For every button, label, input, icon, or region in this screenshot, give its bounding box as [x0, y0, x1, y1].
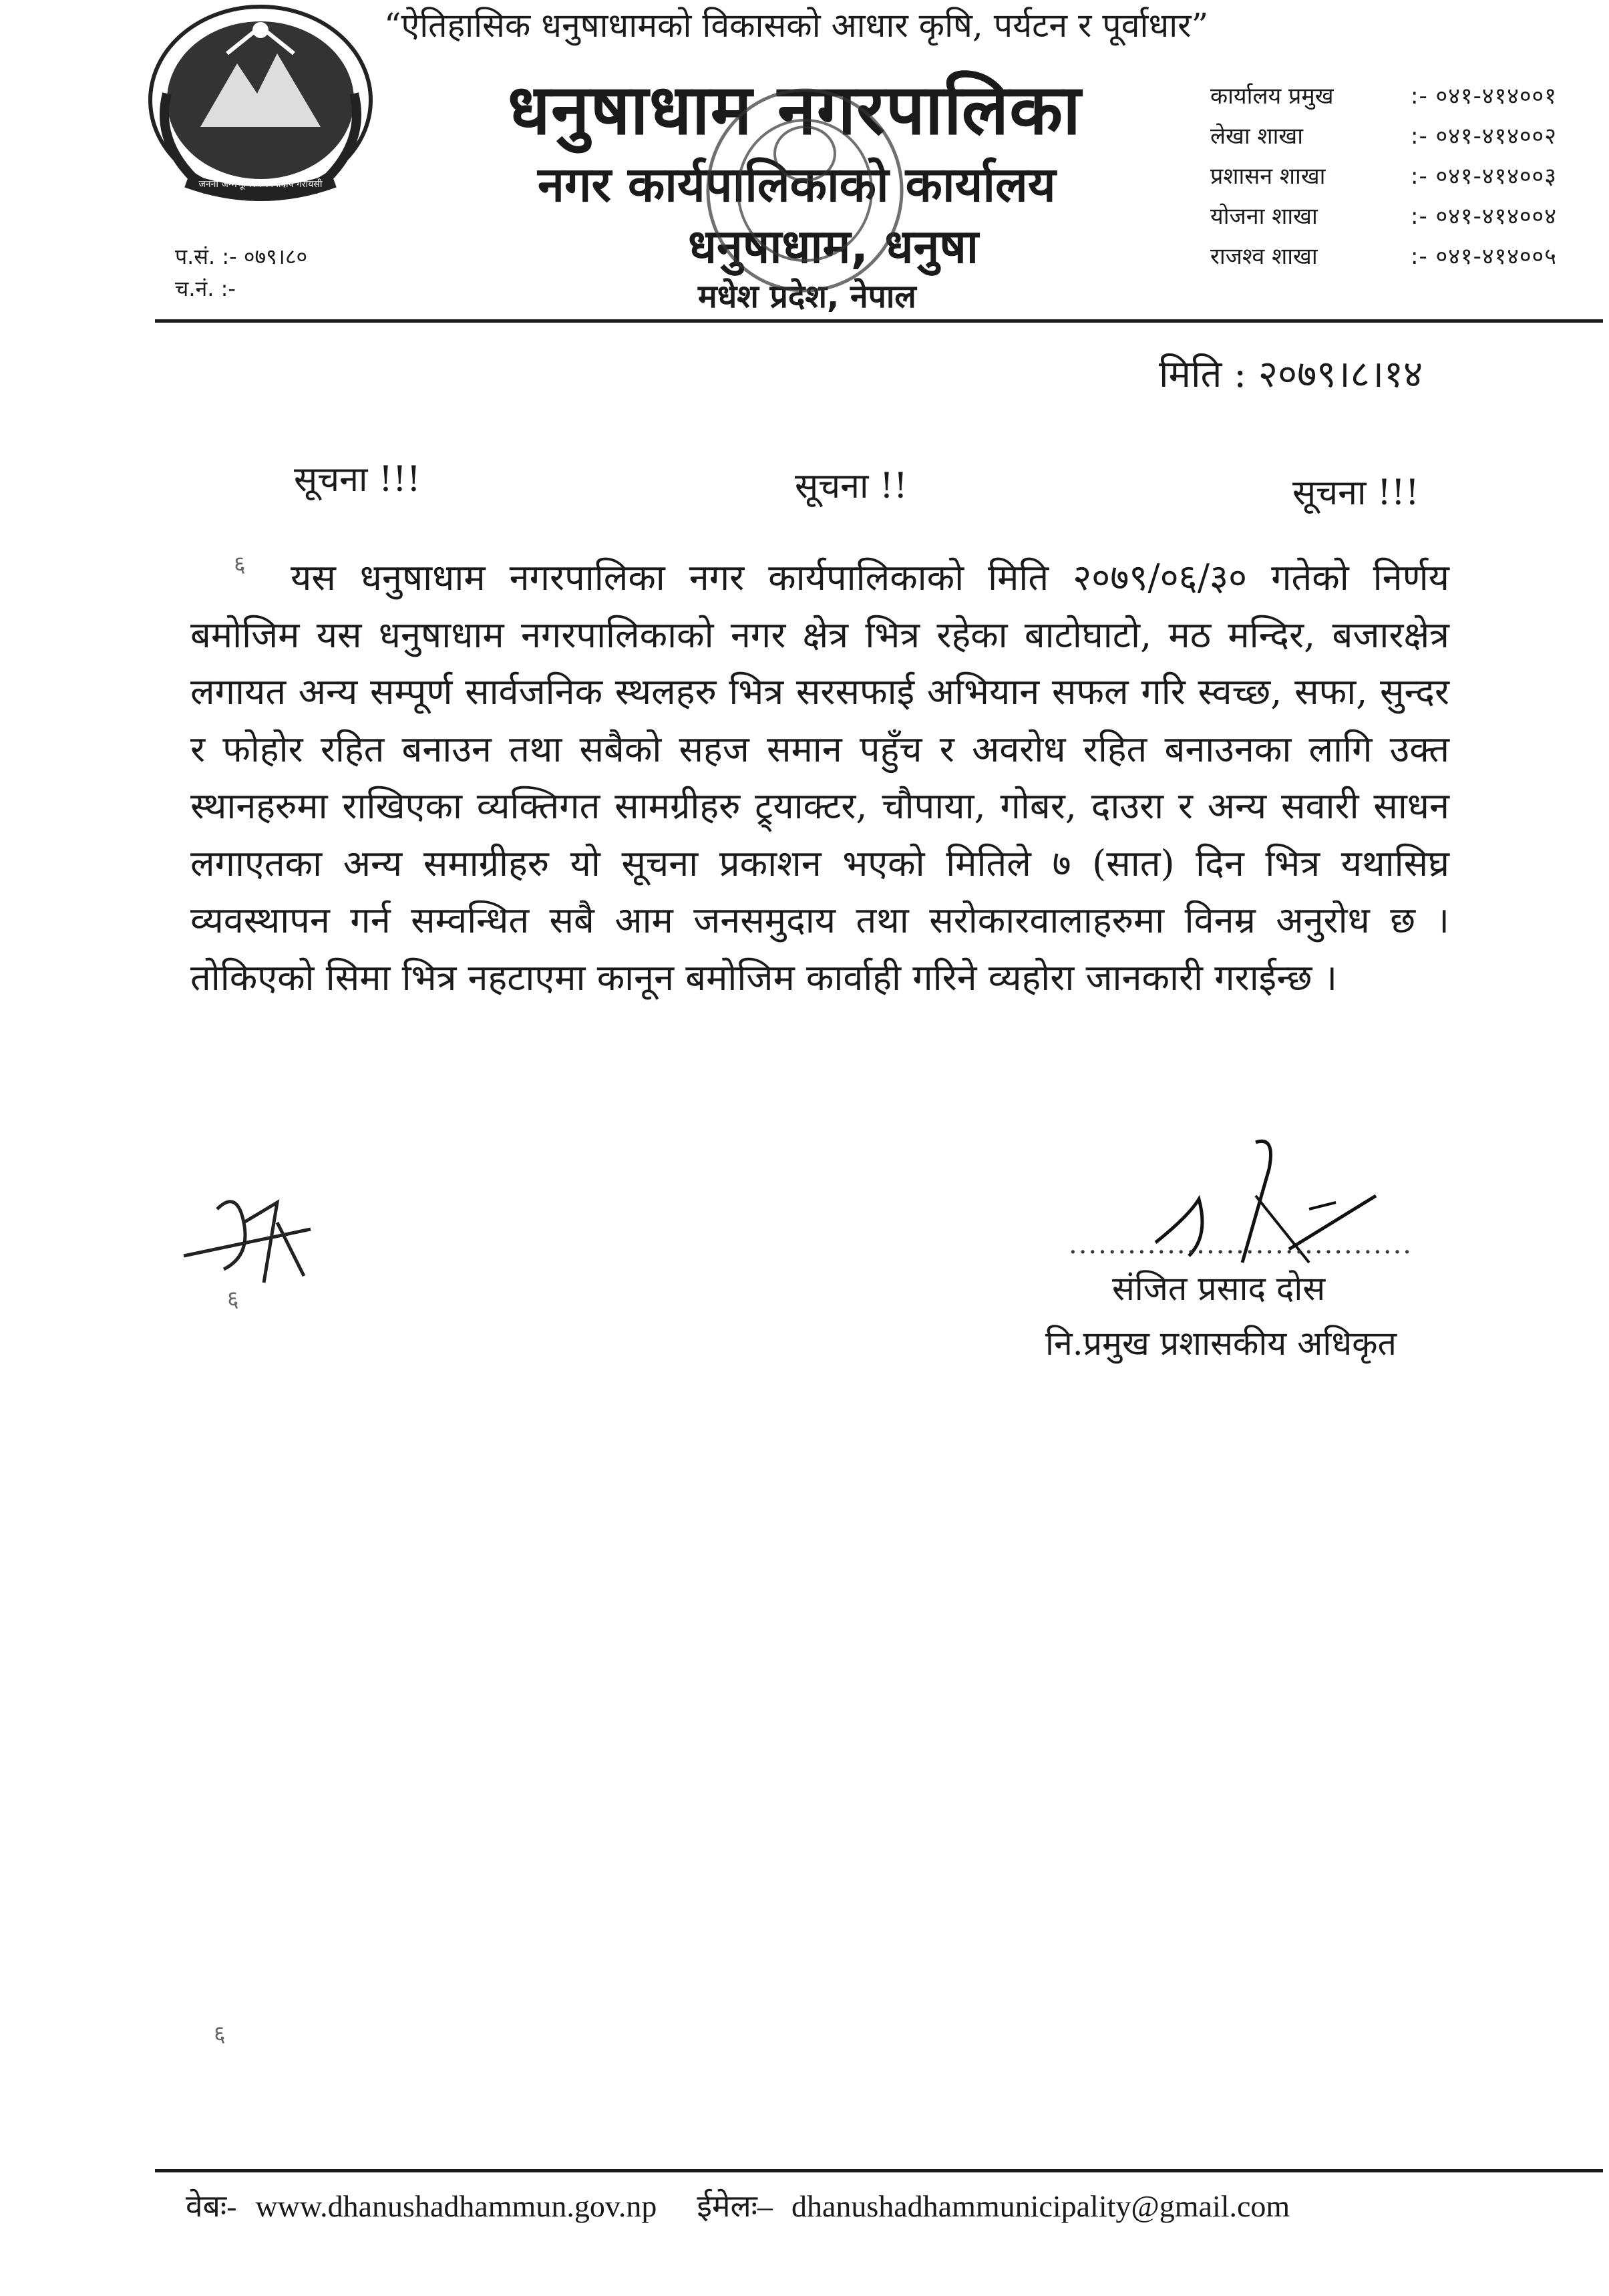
scan-mark: ६ [234, 551, 246, 578]
nepal-emblem-icon [127, 0, 394, 214]
footer-divider [155, 2169, 1603, 2172]
contact-name: राजश्व शाखा [1210, 243, 1318, 270]
office-name: नगर कार्यपालिकाको कार्यालय [538, 156, 1056, 212]
contact-name: योजना शाखा [1210, 203, 1318, 230]
contact-number: :- ०४१-४१४००१ [1411, 83, 1557, 110]
contact-row [1210, 195, 1598, 235]
contact-number: :- ०४१-४१४००४ [1411, 203, 1557, 230]
contact-row [1210, 115, 1598, 155]
footer [186, 2184, 1308, 2226]
office-province: मधेश प्रदेश, नेपाल [698, 278, 916, 315]
emblem-caption: जननी जन्मभूमिश्च स्वर्गादपि गरीयसी [198, 179, 323, 190]
office-district: धनुषाधाम, धनुषा [688, 219, 978, 274]
notice-label: सूचना !!! [294, 460, 421, 500]
signature-line: ................................... [1069, 1229, 1413, 1260]
notice-body: यस धनुषाधाम नगरपालिका नगर कार्यपालिकाको मिति २०७९/०६/३० गतेको निर्णय बमोजिम यस धनुषाधाम नगरपालिकाको नगर क्षेत्र भित्र रहेका बाटोघाटो, मठ मन्दिर, बजारक्षेत्र लगायत अन्य सम्पूर्ण सार्वजनिक स्थलहरु भित्र सरसफाई अभियान सफल गरि स्वच्छ, सफा, सुन्दर र फोहोर रहित बनाउन तथा सबैको सहज समान पहुँच र अवरोध रहित बनाउनका लागि उक्त स्थानहरुमा राखिएका व्यक्तिगत सामग्रीहरु ट्र्याक्टर, चौपाया, गोबर, दाउरा र अन्य सवारी साधन लगाएतका अन्य समाग्रीहरु यो सूचना प्रकाशन भएको मितिले ७ (सात) दिन भित्र यथासिघ्र व्यवस्थापन गर्न सम्वन्धित सबै आम जनसमुदाय तथा सरोकारवालाहरुमा विनम्र अनुरोध छ । तोकिएको सिमा भित्र नहटाएमा कानून बमोजिम कार्वाही गरिने व्यहोरा जानकारी गराईन्छ । [190, 556, 1449, 999]
contact-number: :- ०४१-४१४००३ [1411, 163, 1557, 190]
scan-mark: ६ [227, 1286, 239, 1313]
website-link[interactable]: www.dhanushadhammun.gov.np [255, 2189, 657, 2223]
reference-number: प.सं. :- ०७९।८० [175, 244, 308, 269]
contact-number: :- ०४१-४१४००५ [1411, 243, 1557, 270]
contact-row [1210, 155, 1598, 195]
contact-name: लेखा शाखा [1210, 123, 1304, 150]
signatory-name: संजित प्रसाद दोस [1112, 1269, 1326, 1308]
dispatch-number: च.नं. :- [175, 276, 236, 301]
notice-label: सूचना !!! [1292, 473, 1419, 513]
notice-label: सूचना !! [795, 466, 908, 506]
email-link[interactable]: dhanushadhammunicipality@gmail.com [791, 2189, 1290, 2223]
contact-row [1210, 235, 1598, 275]
initial-signature [177, 1182, 324, 1296]
office-seal-stamp [695, 80, 908, 301]
header-divider [155, 319, 1603, 323]
contact-name: कार्यालय प्रमुख [1210, 83, 1334, 110]
email-label: ईमेलः– [697, 2189, 773, 2223]
slogan: “ऐतिहासिक धनुषाधामको विकासको आधार कृषि, पर्यटन र पूर्वाधार” [384, 6, 1209, 45]
contact-number: :- ०४१-४१४००२ [1411, 123, 1557, 150]
letter-date: मिति : २०७९।८।१४ [1159, 353, 1423, 396]
website-label: वेबः- [186, 2189, 237, 2223]
contact-row [1210, 75, 1598, 115]
contact-list [1210, 75, 1598, 275]
signatory-designation: नि.प्रमुख प्रशासकीय अधिकृत [1045, 1324, 1397, 1363]
contact-name: प्रशासन शाखा [1210, 163, 1326, 190]
municipality-name: धनुषाधाम नगरपालिका [508, 69, 1082, 150]
scan-mark: ६ [214, 2021, 226, 2047]
